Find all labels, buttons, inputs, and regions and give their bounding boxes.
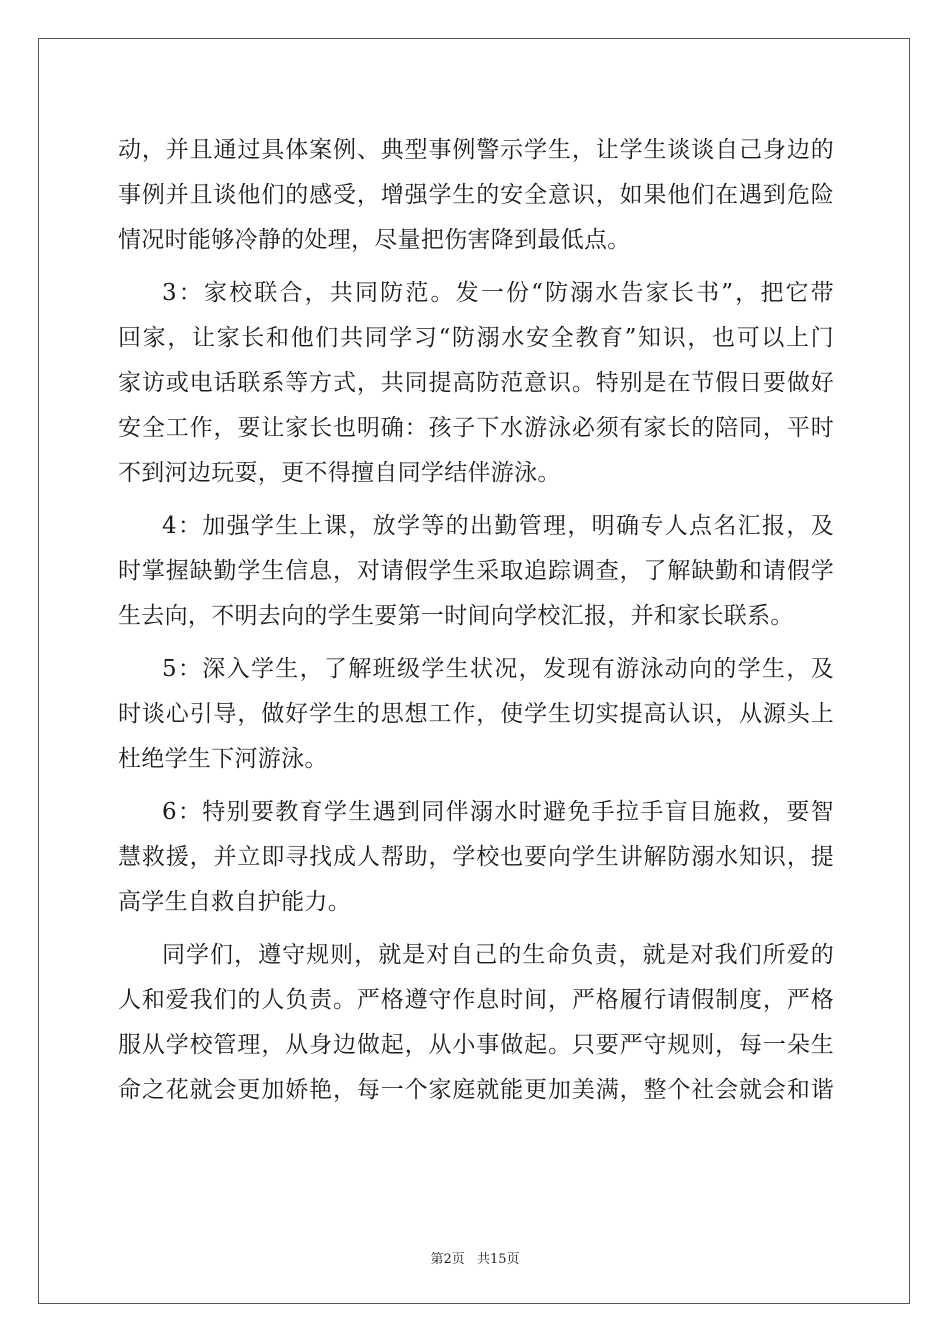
text-line: 同学们，遵守规则，就是对自己的生命负责，就是对我们所爱的 — [162, 942, 834, 968]
text-line: 家访或电话联系等方式，共同提高防范意识。特别是在节假日要做好 — [118, 370, 834, 396]
total-pages: 共15页 — [476, 1252, 520, 1267]
text-line: 人和爱我们的人负责。严格遵守作息时间，严格履行请假制度，严格 — [118, 987, 834, 1013]
paragraph — [118, 790, 834, 925]
text-line: 命之花就会更加娇艳，每一个家庭就能更加美满，整个社会就会和谐 — [118, 1077, 834, 1103]
paragraph — [118, 647, 834, 782]
text-line: 时谈心引导，做好学生的思想工作，使学生切实提高认识，从源头上 — [118, 701, 834, 727]
page-number: 第2页 — [430, 1252, 465, 1267]
text-line: 回家，让家长和他们共同学习“防溺水安全教育”知识，也可以上门 — [118, 325, 834, 351]
paragraph — [118, 933, 834, 1113]
text-line: 时掌握缺勤学生信息，对请假学生采取追踪调查，了解缺勤和请假学 — [118, 558, 834, 584]
page-footer — [0, 1248, 950, 1267]
text-line: 5：深入学生，了解班级学生状况，发现有游泳动向的学生，及 — [162, 656, 834, 682]
text-line: 不到河边玩耍，更不得擅自同学结伴游泳。 — [118, 460, 561, 486]
text-line: 动，并且通过具体案例、典型事例警示学生，让学生谈谈自己身边的 — [118, 137, 834, 163]
text-line: 6：特别要教育学生遇到同伴溺水时避免手拉手盲目施救，要智 — [162, 799, 834, 825]
paragraph — [118, 271, 834, 496]
text-line: 4：加强学生上课，放学等的出勤管理，明确专人点名汇报，及 — [162, 513, 834, 539]
text-line: 高学生自救自护能力。 — [118, 889, 351, 915]
paragraph — [118, 504, 834, 639]
text-line: 慧救援，并立即寻找成人帮助，学校也要向学生讲解防溺水知识，提 — [118, 844, 834, 870]
text-line: 服从学校管理，从身边做起，从小事做起。只要严守规则，每一朵生 — [118, 1032, 834, 1058]
text-line: 事例并且谈他们的感受，增强学生的安全意识，如果他们在遇到危险 — [118, 182, 834, 208]
text-line: 生去向，不明去向的学生要第一时间向学校汇报，并和家长联系。 — [118, 603, 794, 629]
text-line: 杜绝学生下河游泳。 — [118, 746, 328, 772]
text-line: 情况时能够冷静的处理，尽量把伤害降到最低点。 — [118, 227, 631, 253]
paragraph — [118, 128, 834, 263]
text-line: 安全工作，要让家长也明确：孩子下水游泳必须有家长的陪同，平时 — [118, 415, 834, 441]
document-body — [118, 128, 834, 1113]
text-line: 3：家校联合，共同防范。发一份“防溺水告家长书”，把它带 — [162, 280, 834, 306]
